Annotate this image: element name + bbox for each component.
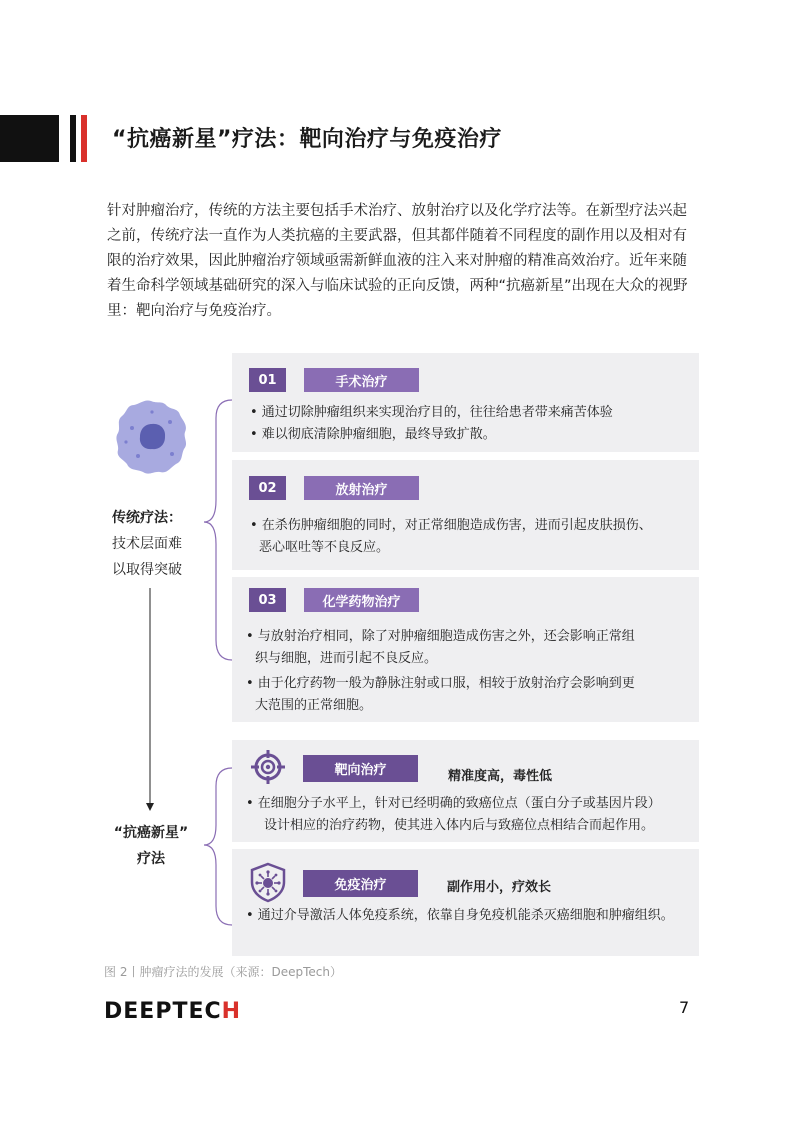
page-number: 7 (679, 998, 690, 1017)
card-name-badge: 放射治疗 (304, 476, 419, 500)
new-therapy-brace (204, 768, 232, 925)
card-bullet: • 与放射治疗相同，除了对肿瘤细胞造成伤害之外，还会影响正常组 (246, 629, 635, 644)
card-bullet: • 在杀伤肿瘤细胞的同时，对正常细胞造成伤害，进而引起皮肤损伤、 (250, 518, 652, 533)
card-bullet: • 通过介导激活人体免疫系统，依靠自身免疫机能杀灭癌细胞和肿瘤组织。 (246, 908, 674, 923)
card-bullet: 恶心呕吐等不良反应。 (259, 540, 390, 555)
traditional-label-line: 以取得突破 (112, 562, 182, 578)
traditional-label-line: 技术层面难 (112, 536, 182, 552)
new-label-line: “抗癌新星” (113, 825, 189, 841)
logo-accent: H (221, 999, 242, 1024)
card-name-badge: 手术治疗 (304, 368, 419, 392)
card-tag: 精准度高，毒性低 (448, 769, 553, 784)
traditional-label-line: 传统疗法： (112, 510, 182, 526)
progress-arrow-head (146, 803, 154, 811)
new-label-line: 疗法 (137, 851, 165, 867)
therapy-card-immune (232, 849, 699, 956)
traditional-brace (204, 400, 232, 660)
card-bullet: 设计相应的治疗药物，使其进入体内后与致癌位点相结合而起作用。 (264, 818, 655, 833)
card-name-badge: 免疫治疗 (303, 870, 418, 897)
immune-shield-icon (247, 861, 289, 903)
card-bullet: • 通过切除肿瘤组织来实现治疗目的，往往给患者带来痛苦体验 (250, 405, 613, 420)
card-bullet: • 由于化疗药物一般为静脉注射或口服，相较于放射治疗会影响到更 (246, 676, 635, 691)
intro-paragraph: 针对肿瘤治疗，传统的方法主要包括手术治疗、放射治疗以及化学疗法等。在新型疗法兴起之前，传统疗法一直作为人类抗癌的主要武器，但其都伴随着不同程度的副作用以及相对有限的治疗效果，因此肿瘤治疗领域亟需新鲜血液的注入来对肿瘤的精准高效治疗。近年来随着生命科学领域基础研究的深入与临床试验的正向反馈，两种“抗癌新星”出现在大众的视野里：靶向治疗与免疫治疗。 (107, 203, 688, 319)
card-name-badge: 靶向治疗 (303, 755, 418, 782)
card-number-badge: 03 (249, 588, 286, 612)
card-bullet: • 难以彻底清除肿瘤细胞，最终导致扩散。 (250, 427, 496, 442)
target-icon (250, 749, 286, 785)
logo-text: DEEPTEC (104, 999, 222, 1024)
card-number-badge: 01 (249, 368, 286, 392)
card-bullet: 大范围的正常细胞。 (255, 698, 373, 713)
deeptech-logo (104, 999, 241, 1024)
card-number-badge: 02 (249, 476, 286, 500)
card-tag: 副作用小，疗效长 (447, 880, 552, 895)
page-title: “抗癌新星”疗法：靶向治疗与免疫治疗 (112, 127, 502, 152)
card-bullet: • 在细胞分子水平上，针对已经明确的致癌位点（蛋白分子或基因片段） (246, 796, 661, 811)
card-bullet: 织与细胞，进而引起不良反应。 (255, 651, 438, 666)
card-name-badge: 化学药物治疗 (304, 588, 419, 612)
figure-caption: 图 2丨肿瘤疗法的发展（来源：DeepTech） (104, 965, 342, 979)
